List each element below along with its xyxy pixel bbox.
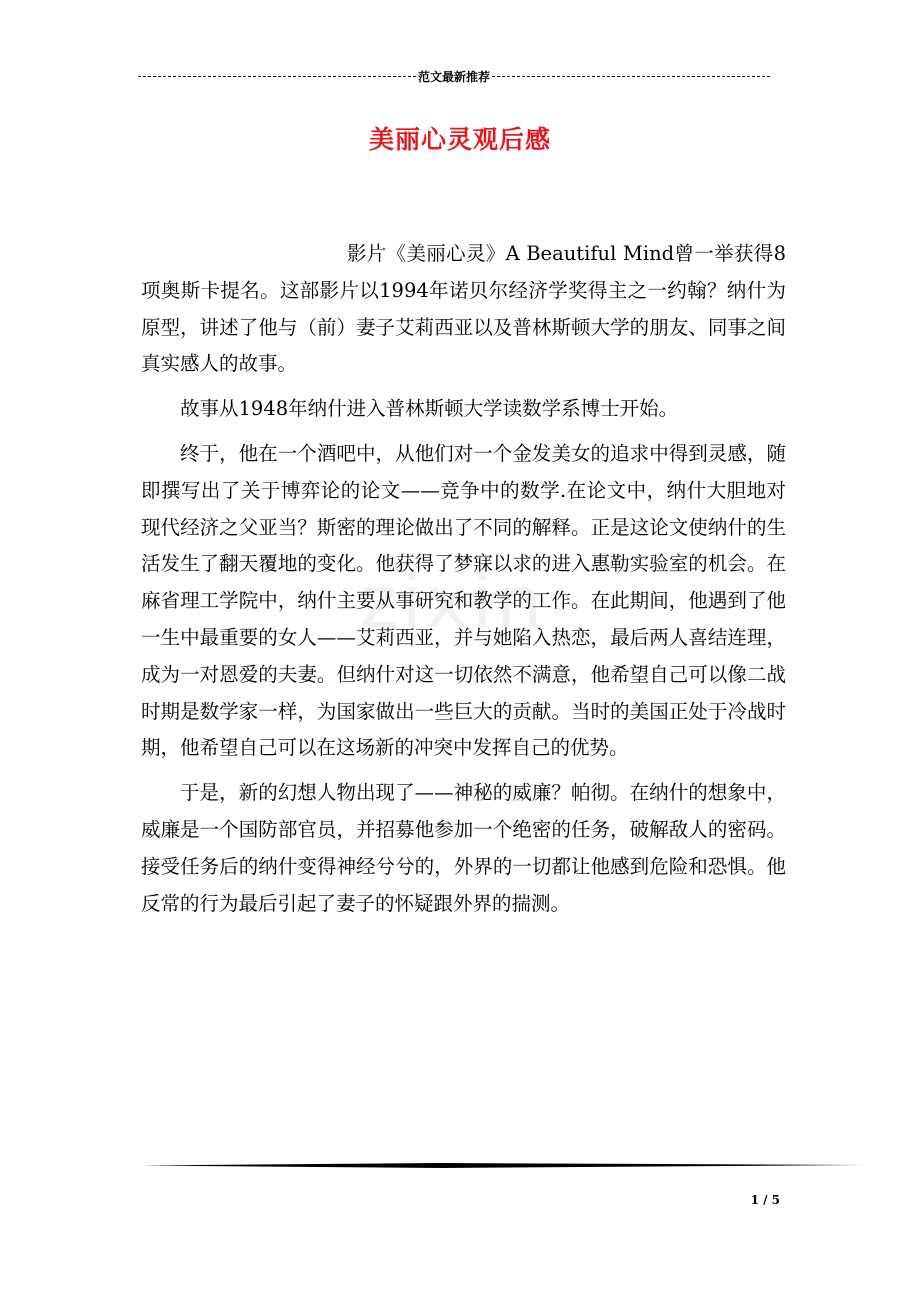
- paragraph-2: 故事从1948年纳什进入普林斯顿大学读数学系博士开始。: [180, 397, 679, 421]
- page-header: [138, 66, 770, 86]
- paragraph-4: 于是，新的幻想人物出现了——神秘的威廉？帕彻。在纳什的想象中，威廉是一个国防部官员，并招募他参加一个绝密的任务，破解敌人的密码。接受任务后的纳什变得神经兮兮的，外界的一切都让他感到危险和恐惧。他反常的行为最后引起了妻子的怀疑跟外界的揣测。: [141, 781, 786, 915]
- header-dash-left: [138, 76, 416, 77]
- document-body: [141, 236, 786, 930]
- header-dash-right: [492, 76, 770, 77]
- footer-rule: [141, 1163, 863, 1168]
- paragraph-1: 影片《美丽心灵》A Beautiful Mind曾一举获得8项奥斯卡提名。这部影片以1994年诺贝尔经济学奖得主之一约翰？纳什为原型，讲述了他与（前）妻子艾莉西亚以及普林斯顿大学的朋友、同事之间真实感人的故事。: [141, 242, 786, 376]
- paragraph-3: 终于，他在一个酒吧中，从他们对一个金发美女的追求中得到灵感，随即撰写出了关于博弈论的论文——竞争中的数学.在论文中，纳什大胆地对现代经济之父亚当？斯密的理论做出了不同的解释。正是这论文使纳什的生活发生了翻天覆地的变化。他获得了梦寐以求的进入惠勒实验室的机会。在麻省理工学院中，纳什主要从事研究和教学的工作。在此期间，他遇到了他一生中最重要的女人——艾莉西亚，并与她陷入热恋，最后两人喜结连理，成为一对恩爱的夫妻。但纳什对这一切依然不满意，他希望自己可以像二战时期是数学家一样，为国家做出一些巨大的贡献。当时的美国正处于冷战时期，他希望自己可以在这场新的冲突中发挥自己的优势。: [141, 441, 786, 760]
- footer-rule-shape: [141, 1163, 863, 1168]
- header-text: 范文最新推荐: [418, 69, 491, 84]
- document-title: 美丽心灵观后感: [368, 125, 551, 154]
- page-number: 1 / 5: [750, 1193, 780, 1207]
- watermark: zixin: [360, 560, 547, 644]
